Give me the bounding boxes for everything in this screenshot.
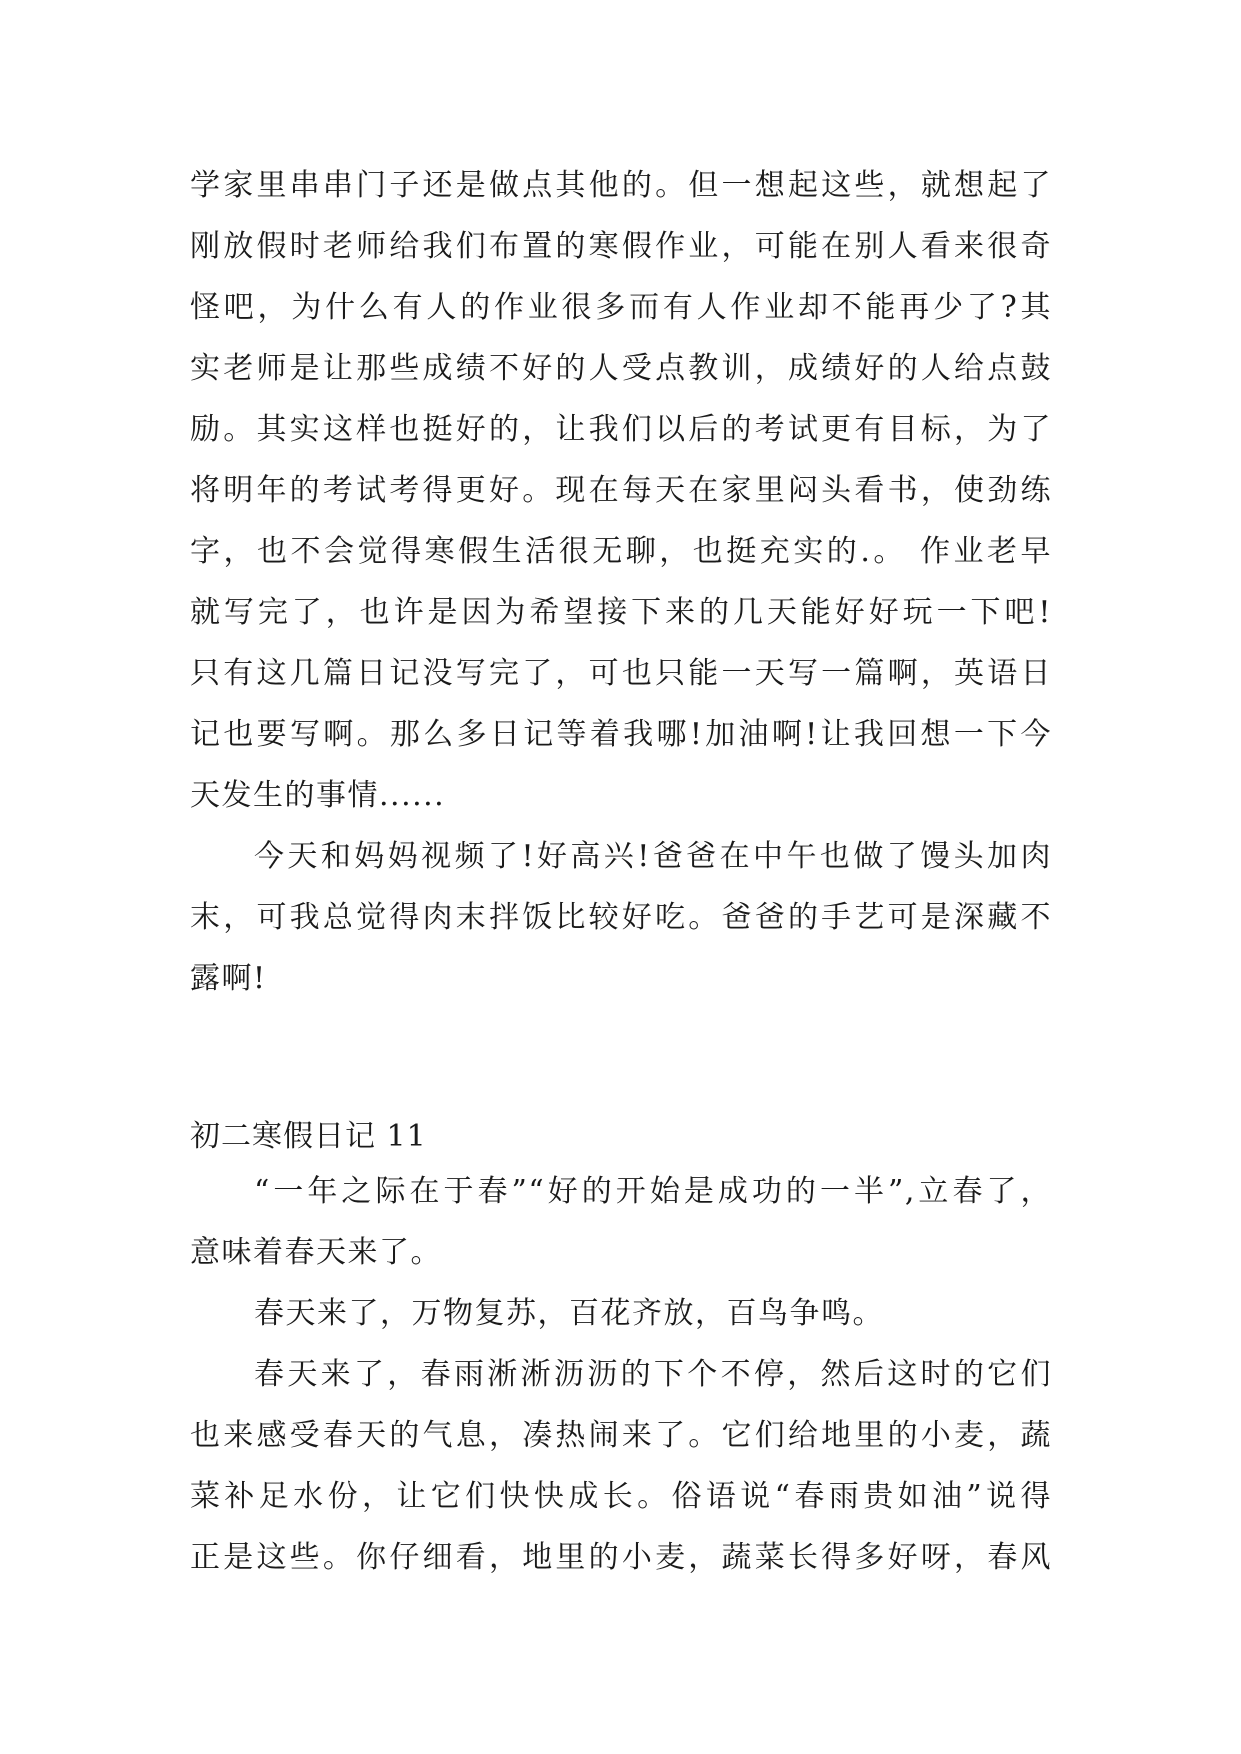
diary-entry-continued: [190, 155, 1052, 1009]
paragraph-line: 励。其实这样也挺好的，让我们以后的考试更有目标，为了: [190, 412, 1052, 447]
paragraph-first-line: 春天来了，万物复苏，百花齐放，百鸟争鸣。: [254, 1296, 884, 1331]
paragraph-line: 将明年的考试考得更好。现在每天在家里闷头看书，使劲练: [190, 473, 1052, 508]
diary-entry: [190, 1161, 1052, 1588]
paragraph-line: 就写完了，也许是因为希望接下来的几天能好好玩一下吧!: [190, 595, 1052, 630]
paragraph-line: 刚放假时老师给我们布置的寒假作业，可能在别人看来很奇: [190, 229, 1052, 264]
paragraph-line: 怪吧，为什么有人的作业很多而有人作业却不能再少了?其: [190, 290, 1052, 325]
paragraph-line: 字，也不会觉得寒假生活很无聊，也挺充实的.。 作业老早: [190, 534, 1052, 569]
paragraph-line: 学家里串串门子还是做点其他的。但一想起这些，就想起了: [190, 168, 1052, 203]
paragraph-first-line: 今天和妈妈视频了!好高兴!爸爸在中午也做了馒头加肉: [254, 839, 1052, 874]
paragraph-line: 末，可我总觉得肉末拌饭比较好吃。爸爸的手艺可是深藏不: [190, 900, 1052, 935]
diary-title: 初二寒假日记 11: [190, 1119, 427, 1154]
paragraph-line: 也来感受春天的气息，凑热闹来了。它们给地里的小麦，蔬: [190, 1418, 1052, 1453]
section-heading: [190, 1106, 1052, 1167]
paragraph-line: 实老师是让那些成绩不好的人受点教训，成绩好的人给点鼓: [190, 351, 1052, 386]
paragraph-first-line: “一年之际在于春”“好的开始是成功的一半”,立春了，: [254, 1174, 1052, 1209]
paragraph-line: 正是这些。你仔细看，地里的小麦，蔬菜长得多好呀，春风: [190, 1540, 1052, 1575]
paragraph-line: 露啊!: [190, 961, 267, 996]
paragraph-line: 天发生的事情......: [190, 778, 446, 813]
paragraph-line: 记也要写啊。那么多日记等着我哪!加油啊!让我回想一下今: [190, 717, 1052, 752]
paragraph-line: 只有这几篇日记没写完了，可也只能一天写一篇啊，英语日: [190, 656, 1052, 691]
paragraph-line: 菜补足水份，让它们快快成长。俗语说“春雨贵如油”说得: [190, 1479, 1052, 1514]
paragraph-first-line: 春天来了，春雨淅淅沥沥的下个不停，然后这时的它们: [254, 1357, 1052, 1392]
paragraph-line: 意味着春天来了。: [190, 1235, 442, 1270]
